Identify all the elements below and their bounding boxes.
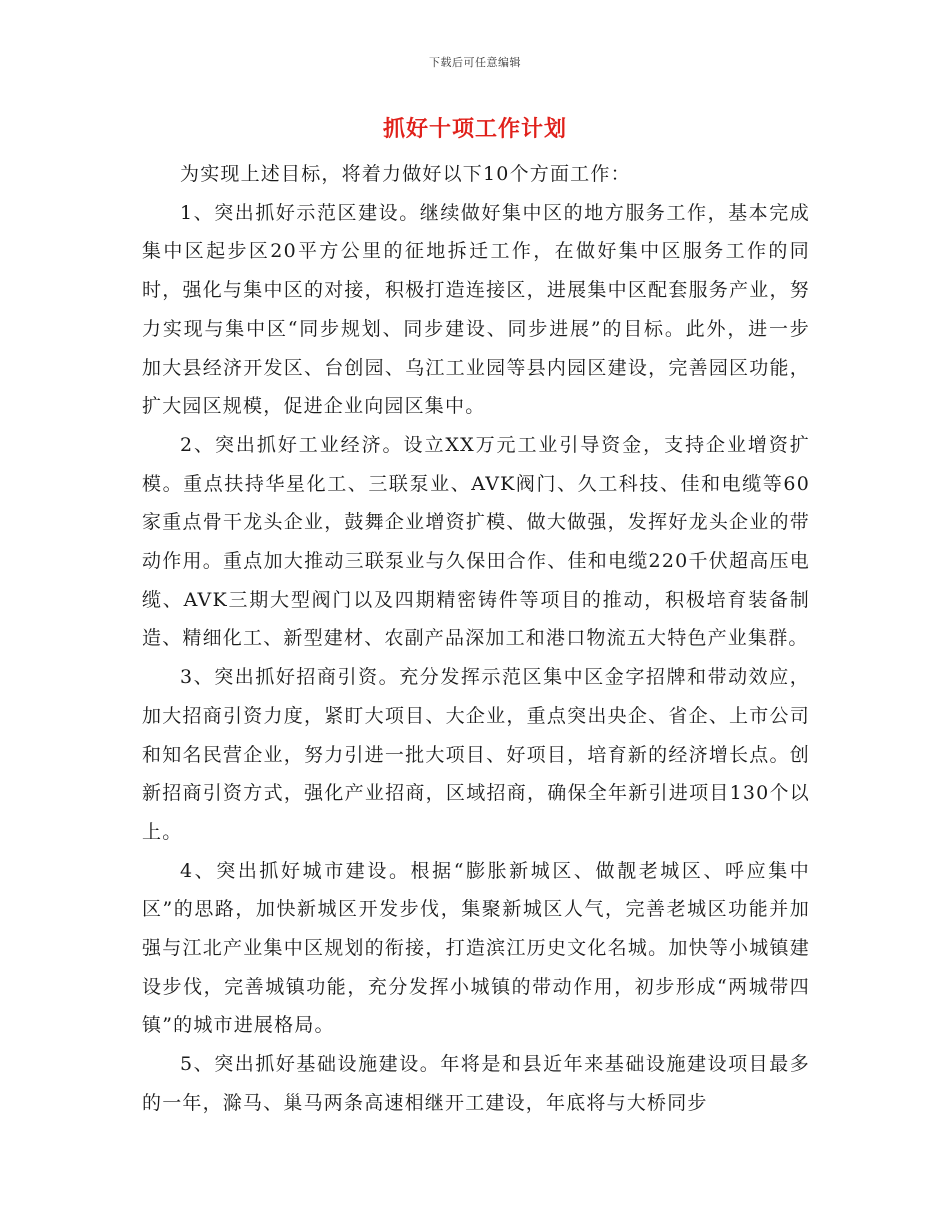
paragraph-item-2: 2、突出抓好工业经济。设立XX万元工业引导资金，支持企业增资扩模。重点扶持华星化工、三联泵业、AVK阀门、久工科技、佳和电缆等60家重点骨干龙头企业，鼓舞企业增资扩模、做大做强，发挥好龙头企业的带动作用。重点加大推动三联泵业与久保田合作、佳和电缆220千伏超高压电缆、AVK三期大型阀门以及四期精密铸件等项目的推动，积极培育装备制造、精细化工、新型建材、农副产品深加工和港口物流五大特色产业集群。 <box>142 433 810 650</box>
header-note: 下载后可任意编辑 <box>429 56 521 69</box>
paragraph-item-5: 5、突出抓好基础设施建设。年将是和县近年来基础设施建设项目最多的一年，滁马、巢马两条高速相继开工建设，年底将与大桥同步 <box>142 1053 810 1114</box>
document-title: 抓好十项工作计划 <box>382 116 567 142</box>
paragraph-intro: 为实现上述目标，将着力做好以下10个方面工作： <box>180 163 631 185</box>
paragraph-item-3: 3、突出抓好招商引资。充分发挥示范区集中区金字招牌和带动效应，加大招商引资力度，紧盯大项目、大企业，重点突出央企、省企、上市公司和知名民营企业，努力引进一批大项目、好项目，培育新的经济增长点。创新招商引资方式，强化产业招商，区域招商，确保全年新引进项目130个以上。 <box>142 666 810 843</box>
paragraph-item-1: 1、突出抓好示范区建设。继续做好集中区的地方服务工作，基本完成集中区起步区20平方公里的征地拆迁工作，在做好集中区服务工作的同时，强化与集中区的对接，积极打造连接区，进展集中区配套服务产业，努力实现与集中区“同步规划、同步建设、同步进展”的目标。此外，进一步加大县经济开发区、台创园、乌江工业园等县内园区建设，完善园区功能，扩大园区规模，促进企业向园区集中。 <box>142 201 810 418</box>
document-body <box>142 155 810 1123</box>
paragraph-item-4: 4、突出抓好城市建设。根据“膨胀新城区、做靓老城区、呼应集中区”的思路，加快新城区开发步伐，集聚新城区人气，完善老城区功能并加强与江北产业集中区规划的衔接，打造滨江历史文化名城。加快等小城镇建设步伐，完善城镇功能，充分发挥小城镇的带动作用，初步形成“两城带四镇”的城市进展格局。 <box>142 859 810 1037</box>
